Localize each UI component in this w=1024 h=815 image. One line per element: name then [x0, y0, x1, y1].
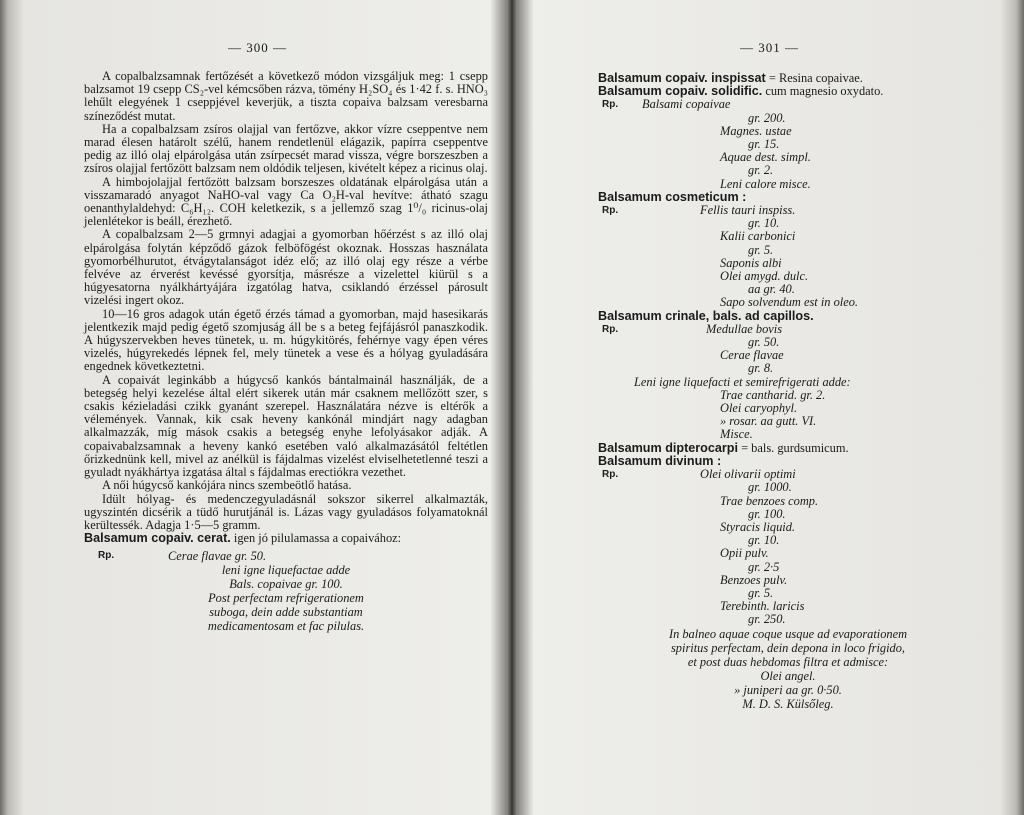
paragraph: A copalbalzsamnak fertőzését a következő módon vizsgáljuk meg: 1 csepp balzsamot 19 csepp CS₂-vel kémcsőben rázva, tömény H₂SO₄ és 1·42 f. s. HNO₃ lehűlt elegyének 1 cseppjével keverjük, a tiszta copaiva balzsam veresbarna színeződést mutat. — [84, 69, 488, 123]
recipe-line: suboga, dein adde substantiam — [209, 605, 363, 620]
recipe-line: leni igne liquefactae adde — [221, 563, 351, 578]
recipe-symbol: Rp. — [98, 550, 115, 562]
right-page — [512, 0, 1024, 815]
paragraph: A copalbalzsam 2—5 grmnyi adagjai a gyomorban hőérzést s az illó olaj elpárolgása folytán képződő gázok felböfögést okoznak. Hosszas használata gyomorbélhurutot, étvágytalanságot idéz elő; az illó olaj egy része a vérbe felvéve az érverést kevéssé gyorsítja, másrésze a vizelettel kiürül s a húgyesatorna nyálkhártyájára izgatólag hatva, csiklandó érzéssel párosult vizelési ingert okoz. — [84, 227, 488, 308]
recipe-block — [84, 549, 488, 633]
recipe-line: Magnes. ustae — [720, 123, 792, 138]
recipe-line: gr. 200. — [748, 110, 786, 125]
recipe-line: Styracis liquid. — [720, 519, 796, 534]
entry-heading: Balsamum divinum : — [598, 453, 722, 468]
paragraph: A copaivát leginkább a húgycső kankós bántalmainál használják, de a betegség helyi kezelése által elért sikerek után már csaknem mellőzött szer, s csakis kézieladási czikk gyanánt szerepel. Használatára nézve is eltérők a vélemények. Vannak, kik csak heveny kankónál mindjárt nagy adagban alkalmazzák, míg mások csakis a betegség enyhe lefolyásakor adják. A copaivabalzsamnak a heveny kankó esetében való alkalmazásától feltétlen őrizkednünk kell, mivel az anélkül is fájdalmas vizelést elviselhetetlenné teszi a gyuladt nyákhártya izgatása által s fájdalmas erectiókra vezethet. — [84, 372, 488, 480]
recipe-symbol: Rp. — [602, 323, 619, 335]
recipe-line: Benzoes pulv. — [720, 572, 788, 587]
recipe-symbol: Rp. — [602, 469, 619, 481]
recipe-line: Misce. — [720, 427, 753, 442]
recipe-line: Rp. Olei olivarii optimi — [598, 468, 978, 481]
recipe-line: Kalii carbonici — [720, 229, 796, 244]
recipe-line: gr. 100. — [748, 506, 786, 521]
recipe-line: Trae cantharid. gr. 2. — [720, 387, 826, 402]
recipe-line: Cerae flavae — [720, 348, 784, 363]
entry-heading: Balsamum dipterocarpi — [598, 440, 738, 455]
recipe-line: Post perfectam refrigerationem — [208, 591, 364, 606]
paragraph: Ha a copalbalzsam zsíros olajjal van fertőzve, akkor vízre cseppentve nem marad élesen határolt szélű, hanem rendetlenül elágazik, papírra cseppentve pedig az illó olaj elpárolgása után zsírpecsét marad vissza, végre borszeszben a zsíros olajjal fertőzött balzsam nem oldódik teljesen, kivételt képez a ricinus olaj. — [84, 121, 488, 176]
closing-line: et post duas hebdomas filtra et admisce: — [687, 654, 889, 669]
closing-line: spiritus perfectam, dein depona in loco frigido, — [670, 640, 906, 655]
right-page-body — [598, 72, 978, 711]
paragraph: A női húgycső kankójára nincs szembeötlő hatása. — [102, 478, 352, 493]
recipe-line: gr. 10. — [748, 216, 780, 231]
paragraph: Idült hólyag- és medenczegyuladásnál sokszor sikerrel alkalmazták, ugyszintén dicsérik a tüdő hurutjánál is. Lázas vagy gyuladásos folyamatoknál kerültessék. Adagja 1·5—5 gramm. — [84, 491, 488, 532]
recipe-line: Bals. copaivae gr. 100. — [229, 577, 343, 592]
closing-line: In balneo aquae coque usque ad evaporationem — [668, 626, 908, 641]
recipe-symbol: Rp. — [602, 99, 619, 111]
recipe-line: Leni igne liquefacti et semirefrigerati adde: — [634, 374, 851, 389]
entry-heading: Balsamum cosmeticum : — [598, 189, 747, 204]
closing-line: » juniperi aa gr. 0·50. — [734, 682, 842, 697]
paragraph: A himbojolajjal fertőzött balzsam borszeszes oldatának elpárolgása után a visszamaradó anyagot NaHO-val vagy Ca O₂H-val hevítve: átható szagu oenanthylaldehyd: C₆H₁₂. COH keletkezik, s a jellemző szag 1⁰/₀ ricinus-olaj jelenlétekor is beáll, érezhető. — [84, 174, 488, 229]
entry-description: = Resina copaivae. — [768, 71, 863, 85]
entry-line — [598, 442, 978, 455]
recipe-line: Leni calore misce. — [720, 176, 811, 191]
recipe-line: Terebinth. laricis — [720, 599, 805, 614]
recipe-line: Sapo solvendum est in oleo. — [720, 295, 858, 310]
recipe-line: gr. 15. — [748, 137, 780, 152]
entry-description: cum magnesio oxydato. — [765, 84, 884, 99]
recipe-line: gr. 8. — [748, 361, 774, 376]
entry-description: igen jó pilulamassa a copaivához: — [233, 531, 402, 546]
recipe-line: aa gr. 40. — [748, 282, 795, 297]
recipe-line: gr. 250. — [748, 612, 786, 627]
recipe-line: medicamentosam et fac pilulas. — [207, 619, 365, 634]
recipe-line: gr. 10. — [748, 533, 780, 548]
recipe-line: gr. 5. — [748, 242, 774, 257]
left-page-body — [84, 70, 488, 633]
recipe-line: Trae benzoes comp. — [720, 493, 819, 508]
closing-line: M. D. S. Külsőleg. — [742, 696, 834, 711]
recipe-line: Olei caryophyl. — [720, 401, 798, 416]
page-number-left: — 300 — — [228, 40, 287, 55]
recipe-line: gr. 50. — [748, 335, 780, 350]
entry-heading: Balsamum copaiv. cerat. — [84, 531, 231, 546]
entry-heading: Balsamum copaiv. solidific. — [598, 84, 763, 99]
cerat-entry — [84, 532, 488, 545]
recipe-line: Opii pulv. — [720, 546, 769, 561]
recipe-symbol: Rp. — [602, 205, 619, 217]
recipe-line: Cerae flavae gr. 50. — [168, 549, 267, 564]
entry-heading: Balsamum copaiv. inspissat — [598, 71, 766, 85]
recipe-line: Rp. Balsami copaivae — [598, 98, 978, 111]
recipe-line: » rosar. aa gutt. VI. — [720, 414, 817, 429]
paragraph: 10—16 gros adagok után égető érzés támad a gyomorban, majd hasesikarás jelentkezik majd pedig égető szomjuság áll be s a beteg fejfájásról panaszkodik. A húgyszervekben heves tünetek, u. m. húgykitörés, fehérnye vagy épen véres vizelés, húgyrekedés lépnek fel, mely tünetek a vese és a hólyag gyuladására engednek következtetni. — [84, 306, 488, 374]
page-number-right: — 301 — — [740, 40, 799, 55]
recipe-line: gr. 5. — [748, 585, 774, 600]
recipe-line: gr. 2. — [748, 163, 774, 178]
closing-line: Olei angel. — [760, 668, 816, 683]
recipe-line: Rp. Fellis tauri inspiss. — [598, 204, 978, 217]
recipe-line: Rp. Medullae bovis — [598, 323, 978, 336]
recipe-line: gr. 1000. — [748, 480, 792, 495]
recipe-line: Olei amygd. dulc. — [720, 269, 809, 284]
recipe-line: Saponis albi — [720, 255, 782, 270]
entry-description: = bals. gurdsumicum. — [741, 440, 849, 455]
recipe-line: gr. 2·5 — [748, 559, 780, 574]
entry-heading: Balsamum crinale, bals. ad capillos. — [598, 308, 814, 323]
recipe-line: Aquae dest. simpl. — [720, 150, 811, 165]
